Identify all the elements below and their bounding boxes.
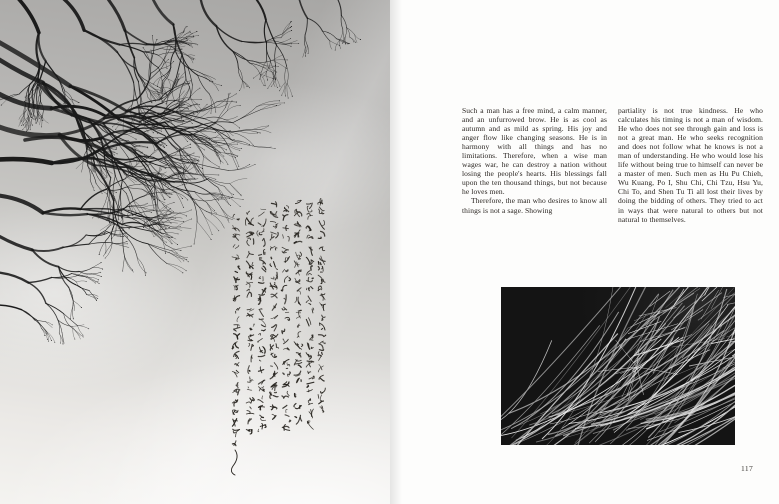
paragraph: Such a man has a free mind, a calm manner, and an unfurrowed brow. He is as cool as autumn and as mild as spring. His joy and anger flow like changing seasons. He is in harmony with all things and has no limitations. Therefore, when a wise man wages war, he can destroy a nation without losing the people's hearts. His blessings fall upon the ten thousand things, but not because he loves men. — [462, 106, 607, 197]
text-column-2 — [618, 106, 763, 224]
paragraph: Therefore, the man who desires to know all things is not a sage. Showing — [462, 196, 607, 215]
text-column-1 — [462, 106, 607, 224]
chinese-calligraphy — [226, 192, 330, 477]
page-number: 117 — [741, 464, 754, 473]
right-page — [390, 0, 779, 504]
body-text — [462, 106, 763, 224]
paragraph: partiality is not true kindness. He who calculates his timing is not a man of wisdom. He who does not see through gain and loss is not a great man. He who seeks recognition and does not follow what he knows is not a man of understanding. He who would lose his life without being true to himself can never be a master of men. Such men as Hu Pu Chieh, Wu Kuang, Po I, Shu Chi, Chi Tzu, Hsu Yu, Chi To, and Shen Tu Ti all lost their lives by doing the bidding of others. They tried to act in ways that were natural to others but not natural to themselves. — [618, 106, 763, 224]
gutter-shadow — [390, 0, 406, 504]
grass-photo — [501, 287, 735, 445]
